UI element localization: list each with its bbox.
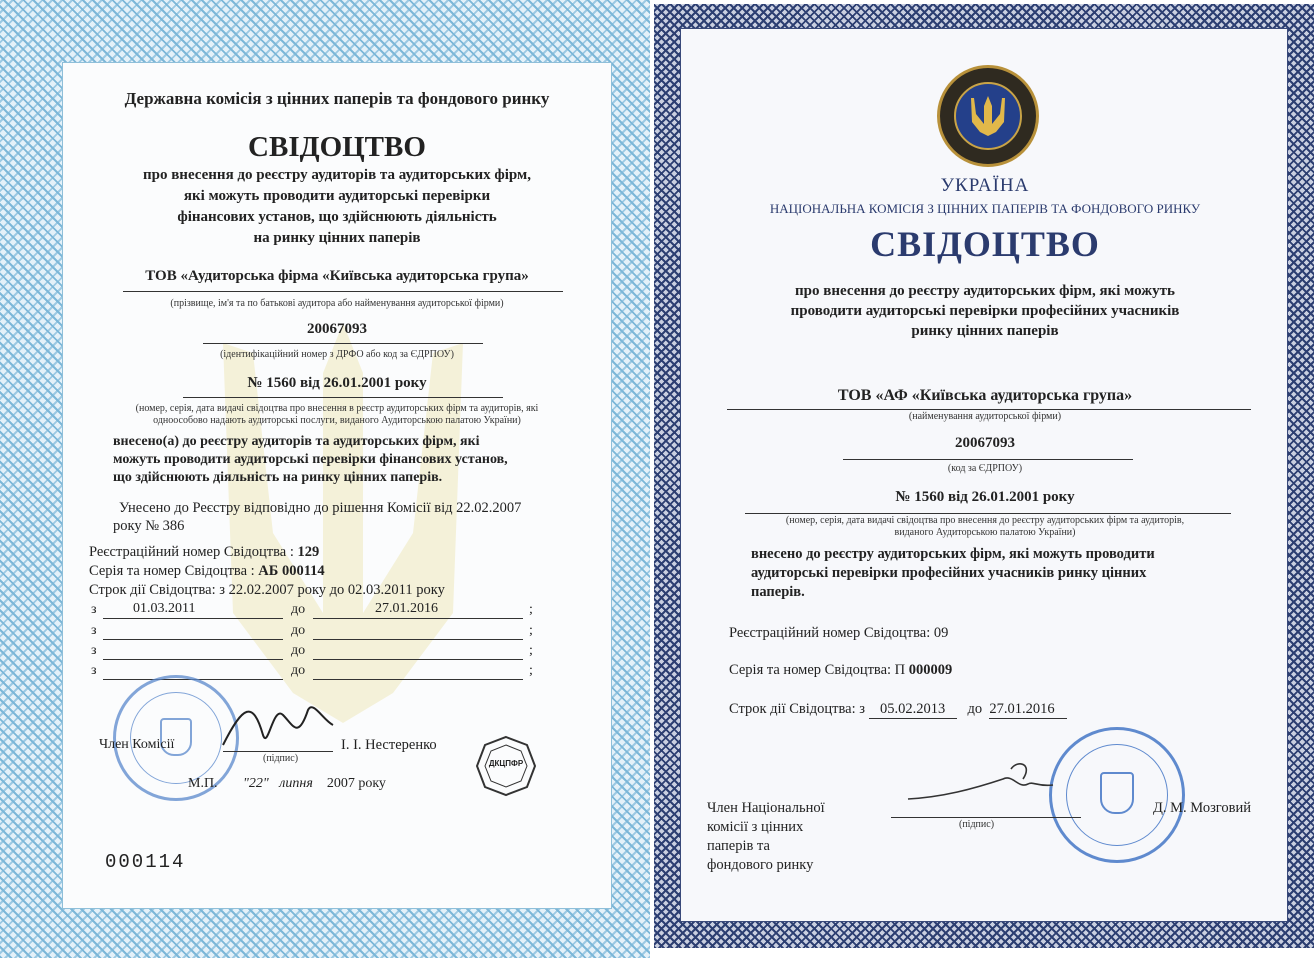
left-member-label: Член Комісії [99, 737, 175, 752]
right-validity: Строк дії Свідоцтва: з 05.02.2013 до 27.01.2016 [729, 701, 1067, 719]
right-member-label: Член Національної комісії з цінних паперів та фондового ринку [707, 800, 825, 873]
right-signature [903, 749, 1063, 809]
left-decision: Унесено до Реєстру відповідно до рішення Комісії від 22.02.2007 року № 386 [113, 500, 522, 534]
left-title: СВІДОЦТВО [248, 131, 426, 163]
left-firm-name: ТОВ «Аудиторська фірма «Київська аудиторська група» [145, 268, 529, 284]
right-round-stamp [1049, 727, 1185, 863]
commission-emblem [937, 65, 1039, 167]
left-period-from: 01.03.2011 [133, 601, 196, 616]
left-mp: М.П. [188, 776, 218, 791]
right-title: СВІДОЦТВО [870, 224, 1100, 264]
left-member-name: І. І. Нестеренко [341, 737, 437, 753]
left-number-caption: (номер, серія, дата видачі свідоцтва про внесення в реєстр аудиторських фірм та аудиторів, які одноособово надають аудиторські послуги, виданого Аудиторською палатою України) [135, 403, 539, 426]
left-firm-caption: (прізвище, ім'я та по батькові аудитора або найменування аудиторської фірми) [170, 298, 504, 309]
right-firm-caption: (найменування аудиторської фірми) [908, 411, 1062, 422]
right-reg-number: Реєстраційний номер Свідоцтва: 09 [729, 625, 949, 641]
left-date: "22" липня 2007 року [243, 776, 386, 791]
right-entered-text: внесено до реєстру аудиторських фірм, які можуть проводити аудиторські перевірки професійних учасників ринку цінних паперів. [751, 546, 1155, 600]
right-certificate [650, 0, 1316, 958]
left-signature [213, 695, 343, 755]
left-id-caption: (ідентифікаційний номер з ДРФО або код за ЄДРПОУ) [220, 349, 454, 360]
right-certificate-paper: УКРАЇНА НАЦІОНАЛЬНА КОМІСІЯ З ЦІННИХ ПАПЕРІВ ТА ФОНДОВОГО РИНКУ СВІДОЦТВО про внесення до реєстру аудиторських фірм, які можуть проводити аудиторські перевірки професійних учасників ринку цінних паперів ТОВ «АФ «Київська аудиторська група» (найменування аудиторської фірми) 20067093 (код за ЄДРПОУ) № 1560 від 26.01.2001 року (номер, серія, дата видачі свідоцтва про внесення до реєстру аудиторських фірм та аудиторів, виданого Аудиторською палатою України) внесено до реєстру аудиторських фірм, які можуть проводити аудиторські перевірки професійних учасників ринку цінних паперів. Реєстраційний номер Свідоцтва: 09 Серія та номер Свідоцтва: П 000009 Строк дії Свідоцтва: з 05.02.2013 до 27.01.2016 Член Національної комісії з цінних паперів та фондового ринку (підпис) Д. М. Мозговий [680, 28, 1288, 922]
left-entered-text: внесено(а) до реєстру аудиторів та аудиторських фірм, які можуть проводити аудиторські перевірки фінансових установ, що здійснюють діяльність на ринку цінних паперів. [113, 434, 508, 485]
left-series-number: Серія та номер Свідоцтва : АБ 000114 [89, 563, 325, 579]
right-subtitle: про внесення до реєстру аудиторських фірм, які можуть проводити аудиторські перевірки професійних учасників ринку цінних паперів [790, 283, 1180, 339]
left-certificate-paper: Державна комісія з цінних паперів та фондового ринку СВІДОЦТВО про внесення до реєстру аудиторів та аудиторських фірм, які можуть проводити аудиторські перевірки фінансових установ, що здійснюють діяльність на ринку цінних паперів ТОВ «Аудиторська фірма «Київська аудиторська група» (прізвище, ім'я та по батькові аудитора або найменування аудиторської фірми) 20067093 (ідентифікаційний номер з ДРФО або код за ЄДРПОУ) № 1560 від 26.01.2001 року (номер, серія, дата видачі свідоцтва про внесення в реєстр аудиторських фірм та аудиторів, які одноособово надають аудиторські послуги, виданого Аудиторською палатою України) внесено(а) до реєстру аудиторів та аудиторських фірм, які можуть проводити аудиторські перевірки фінансових установ, що здійснюють діяльність на ринку цінних паперів. Унесено до Реєстру відповідно до рішення Комісії від 22.02.2007 року № 386 Реєстраційний номер Свідоцтва : 129 Серія та номер Свідоцтва : АБ 000114 Строк дії Свідоцтва: з 22.02.2007 року до 02.03.2011 року з 01.03.2011 до 27.01.2016 ; з до ; з до ; з до ; Член Комісії (підпис) І. І. Нестеренко М.П. "22" липня 2007 року ДКЦПФР 000114 [62, 62, 612, 909]
right-number-caption: (номер, серія, дата видачі свідоцтва про внесення до реєстру аудиторських фірм та аудиторів, виданого Аудиторською палатою України) [785, 515, 1185, 538]
right-firm-name: ТОВ «АФ «Київська аудиторська група» [837, 387, 1133, 404]
right-series-number: Серія та номер Свідоцтва: П 000009 [729, 662, 953, 678]
left-reg-number: Реєстраційний номер Свідоцтва : 129 [89, 544, 320, 560]
left-validity: Строк дії Свідоцтва: з 22.02.2007 року до 02.03.2011 року [89, 582, 445, 598]
right-number-line: № 1560 від 26.01.2001 року [895, 489, 1075, 505]
dkcpfr-logo: ДКЦПФР [475, 735, 537, 797]
right-country: УКРАЇНА [940, 175, 1030, 196]
left-number-line: № 1560 від 26.01.2001 року [247, 375, 427, 391]
right-id-code: 20067093 [955, 435, 1015, 451]
left-serial-number: 000114 [105, 851, 186, 873]
left-commission: Державна комісія з цінних паперів та фондового ринку [124, 89, 550, 108]
left-subtitle: про внесення до реєстру аудиторів та аудиторських фірм, які можуть проводити аудиторські перевірки фінансових установ, що здійснюють діяльність на ринку цінних паперів [142, 167, 532, 246]
right-commission: НАЦІОНАЛЬНА КОМІСІЯ З ЦІННИХ ПАПЕРІВ ТА ФОНДОВОГО РИНКУ [769, 201, 1201, 216]
left-certificate [0, 0, 650, 958]
left-id-code: 20067093 [307, 321, 367, 337]
right-member-name: Д. М. Мозговий [1153, 800, 1251, 816]
left-period-to: 27.01.2016 [375, 601, 438, 616]
right-id-caption: (код за ЄДРПОУ) [947, 463, 1023, 474]
